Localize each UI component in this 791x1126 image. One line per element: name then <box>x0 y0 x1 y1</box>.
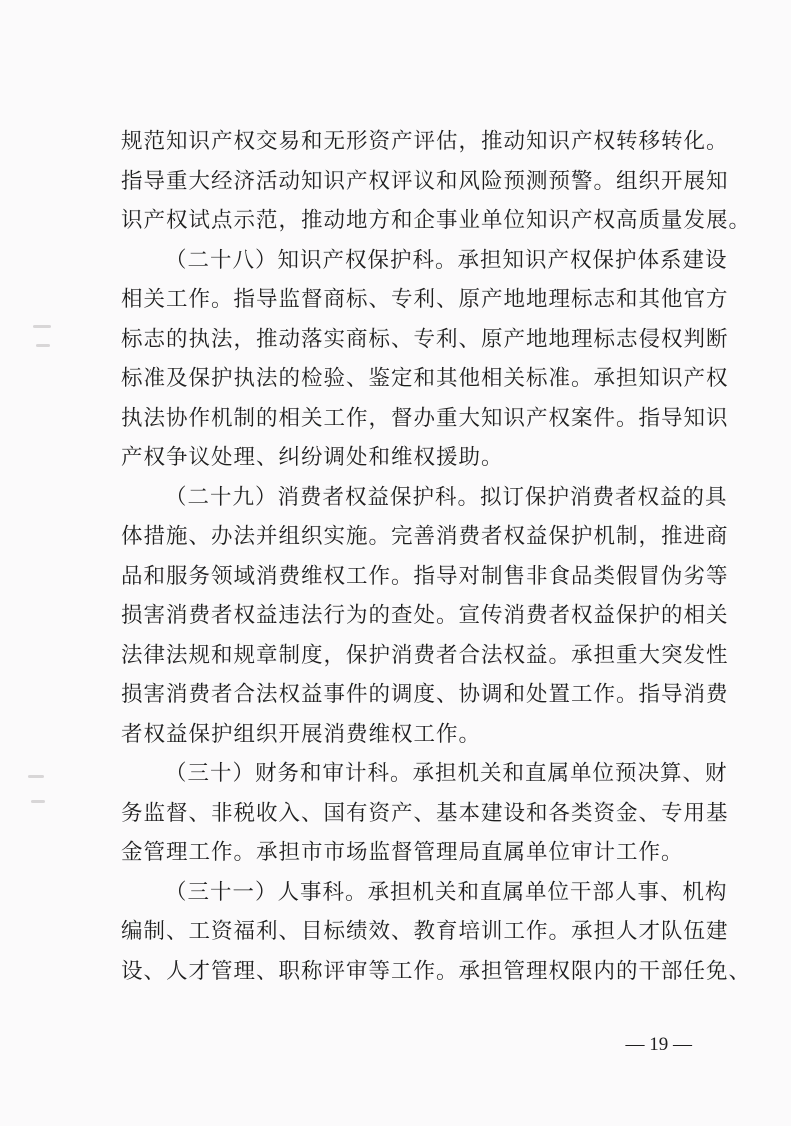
text-line: 者权益保护组织开展消费维权工作。 <box>121 721 482 747</box>
text-line: 识产权试点示范，推动地方和企事业单位知识产权高质量发展。 <box>121 208 752 233</box>
section-30-heading-line: （三十）财务和审计科。承担机关和直属单位预决算、财 <box>165 761 728 786</box>
page-number: — 19 — <box>625 1034 692 1055</box>
scan-mark <box>28 775 44 778</box>
text-line: 金管理工作。承担市市场监督管理局直属单位审计工作。 <box>121 840 684 865</box>
text-line: 产权争议处理、纠纷调处和维权援助。 <box>121 445 504 470</box>
text-line: 编制、工资福利、目标绩效、教育培训工作。承担人才队伍建 <box>121 919 729 944</box>
text-line: 法律法规和规章制度，保护消费者合法权益。承担重大突发性 <box>121 642 729 668</box>
text-line: 执法协作机制的相关工作，督办重大知识产权案件。指导知识 <box>121 405 729 431</box>
text-line: 标志的执法，推动落实商标、专利、原产地地理标志侵权判断 <box>121 326 729 352</box>
text-line: 损害消费者权益违法行为的查处。宣传消费者权益保护的相关 <box>121 603 729 628</box>
text-line: 务监督、非税收入、国有资产、基本建设和各类资金、专用基 <box>121 800 729 826</box>
scan-mark <box>31 800 45 803</box>
scan-mark <box>33 325 51 328</box>
text-line: 规范知识产权交易和无形资产评估，推动知识产权转移转化。 <box>121 129 729 154</box>
text-line: 设、人才管理、职称评审等工作。承担管理权限内的干部任免、 <box>121 958 752 984</box>
body-text <box>121 122 752 991</box>
text-line: 体措施、办法并组织实施。完善消费者权益保护机制，推进商 <box>121 524 729 549</box>
text-line: 相关工作。指导监督商标、专利、原产地地理标志和其他官方 <box>121 287 729 312</box>
text-line: 品和服务领域消费维权工作。指导对制售非食品类假冒伪劣等 <box>121 563 729 589</box>
text-line: 损害消费者合法权益事件的调度、协调和处置工作。指导消费 <box>121 682 729 707</box>
scan-mark <box>36 344 50 347</box>
text-line: 指导重大经济活动知识产权评议和风险预测预警。组织开展知 <box>121 168 729 194</box>
section-31-heading-line: （三十一）人事科。承担机关和直属单位干部人事、机构 <box>165 879 728 905</box>
section-28-heading-line: （二十八）知识产权保护科。承担知识产权保护体系建设 <box>165 247 728 273</box>
section-29-heading-line: （二十九）消费者权益保护科。拟订保护消费者权益的具 <box>165 484 728 510</box>
text-line: 标准及保护执法的检验、鉴定和其他相关标准。承担知识产权 <box>121 366 729 391</box>
